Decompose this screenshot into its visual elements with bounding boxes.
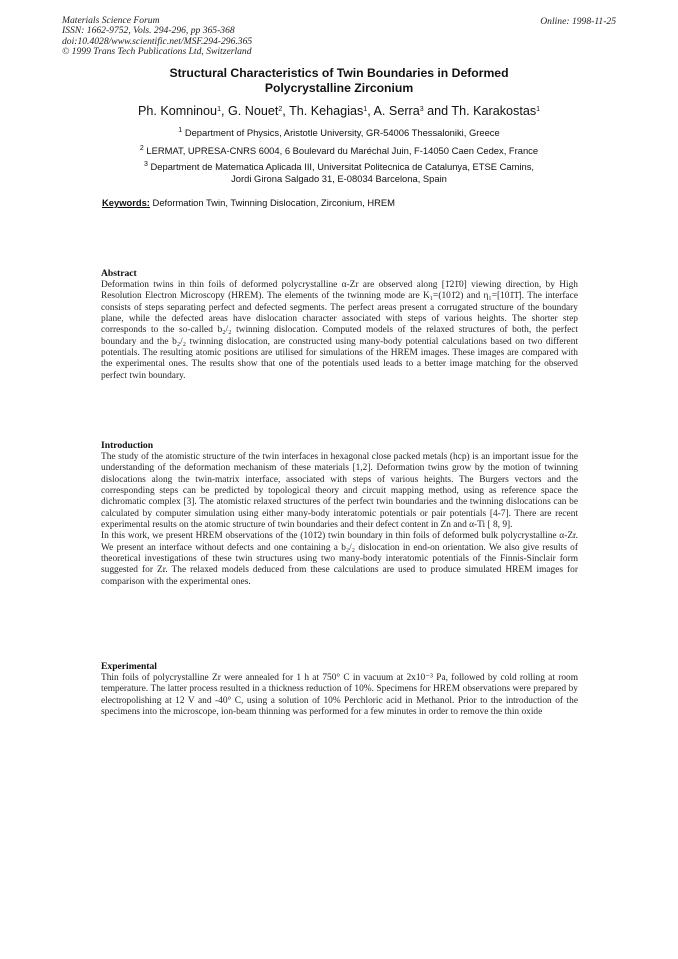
- title-line-1: Structural Characteristics of Twin Boundaries in Deformed: [169, 66, 509, 80]
- affiliation-3: [62, 161, 616, 185]
- affiliation-text-line-2: Jordi Girona Salgado 31, E-08034 Barcelona, Spain: [231, 173, 447, 184]
- copyright-line: © 1999 Trans Tech Publications Ltd, Switzerland: [62, 46, 252, 58]
- keywords-label: Keywords:: [102, 197, 150, 208]
- doi-line: doi:10.4028/www.scientific.net/MSF.294-296.365: [62, 35, 253, 47]
- affiliation-mark: 3: [143, 161, 148, 168]
- journal-header: [62, 16, 252, 58]
- affiliation-text: Department of Physics, Aristotle University, GR-54006 Thessaloniki, Greece: [184, 127, 500, 138]
- affiliation-mark: 1: [178, 127, 183, 134]
- online-date: Online: 1998-11-25: [540, 16, 616, 27]
- experimental-section: [101, 661, 578, 718]
- affiliation-text: Department de Matematica Aplicada III, Universitat Politecnica de Catalunya, ETSE Camins,: [150, 161, 535, 172]
- author-name: A. Serra: [373, 104, 420, 118]
- introduction-section: [101, 440, 578, 588]
- author-affiliation-mark: 1: [217, 106, 221, 113]
- introduction-heading: Introduction: [101, 440, 154, 451]
- experimental-heading: Experimental: [101, 661, 157, 672]
- abstract-section: [101, 268, 578, 382]
- author-affiliation-mark: 2: [278, 106, 283, 113]
- affiliation-1: [62, 127, 616, 139]
- introduction-paragraph-2: In this work, we present HREM observations of the (101̄2) twin boundary in thin foils of deformed bulk polycrystalline α-Zr. We present an interface without defects and one containing a b₂/₂ dislocation in end-on orientation. We also give results of theoretical investigations of these twin structures using two many-body interatomic potentials of the Finnis-Sinclair form suggested for Zr. The relaxed models deduced from these calculations are used to produce simulated HREM images for comparison with the experimental ones.: [101, 531, 578, 587]
- author-conjunction: and: [427, 104, 449, 118]
- author-name: Th. Kehagias: [289, 104, 364, 118]
- keywords: [102, 197, 395, 208]
- author-name: G. Nouet: [227, 104, 279, 118]
- paper-title: [62, 66, 616, 95]
- affiliation-mark: 2: [139, 145, 144, 152]
- author-affiliation-mark: 3: [419, 106, 424, 113]
- affiliation-text: LERMAT, UPRESA-CNRS 6004, 6 Boulevard du Maréchal Juin, F-14050 Caen Cedex, France: [146, 145, 539, 156]
- author-list: Ph. Komninou$^1$, G. Nouet$^2$, Th. Kehagias$^1$, A. Serra$^3$ and Th. Karakostas$^1$: [137, 104, 541, 118]
- abstract-text: Deformation twins in thin foils of deformed polycrystalline α-Zr are observed along [1̄21̄0] viewing direction, by High Resolution Electron Microscopy (HREM). The elements of the twinning mode are K₁=(101̄2) and η₁=[101̄1̄]. The interface consists of steps separating perfect and defected segments. The perfect areas present a corrugated structure of the boundary plane, while the defected areas have dislocation character associated with steps of various heights. The shorter step corresponds to the so-called b₂/₂ twinning dislocation. Computed models of the relaxed structures of both, the perfect boundary and the b₂/₂ twinning dislocation, are constructed using many-body potential calculations based on two different potentials. The resulting atomic positions are utilised for simulations of the HREM images. These images are compared with the experimental ones. The results show that one of the potentials used leads to a better image matching for the observed perfect twin boundary.: [101, 280, 578, 381]
- author-name: Ph. Komninou: [137, 104, 218, 118]
- keywords-text: Deformation Twin, Twinning Dislocation, Zirconium, HREM: [152, 197, 395, 208]
- issn-line: ISSN: 1662-9752, Vols. 294-296, pp 365-368: [62, 25, 235, 37]
- introduction-paragraph-1: The study of the atomistic structure of the twin interfaces in hexagonal close packed metals (hcp) is an important issue for the understanding of the deformation mechanism of these materials [1,2]. Deformation twins grow by the motion of twinning dislocations along the twin-matrix interface, associated with steps of various heights. The Burgers vectors and the corresponding steps can be predicted by topological theory and circuit mapping method, using as reference space the dichromatic complex [3]. The atomistic relaxed structures of the perfect twin boundaries and the twinning dislocations can be calculated by computer simulation using either many-body interatomic potentials or pair potentials [4-7]. There are recent experimental results on the atomic structure of twin boundaries and their defect content in Zn and α-Ti [ 8, 9].: [101, 452, 578, 531]
- author-affiliation-mark: 1: [536, 106, 541, 113]
- author-affiliation-mark: 1: [363, 106, 368, 113]
- title-line-2: Polycrystalline Zirconium: [264, 80, 414, 95]
- journal-name: Materials Science Forum: [62, 15, 160, 26]
- experimental-text: Thin foils of polycrystalline Zr were annealed for 1 h at 750° C in vacuum at 2x10⁻³ Pa, followed by cold rolling at room temperature. The latter process resulted in a thickness reduction of 10%. Specimens for HREM observations were prepared by electropolishing at 12 V and -40° C, using a solution of 10% Perchloric acid in Methanol. Prior to the introduction of the specimens into the microscope, ion-beam thinning was performed for a few minutes in order to remove the thin oxide: [101, 673, 578, 718]
- affiliation-2: [62, 145, 616, 157]
- abstract-heading: Abstract: [101, 268, 137, 279]
- author-name: Th. Karakostas: [451, 104, 537, 118]
